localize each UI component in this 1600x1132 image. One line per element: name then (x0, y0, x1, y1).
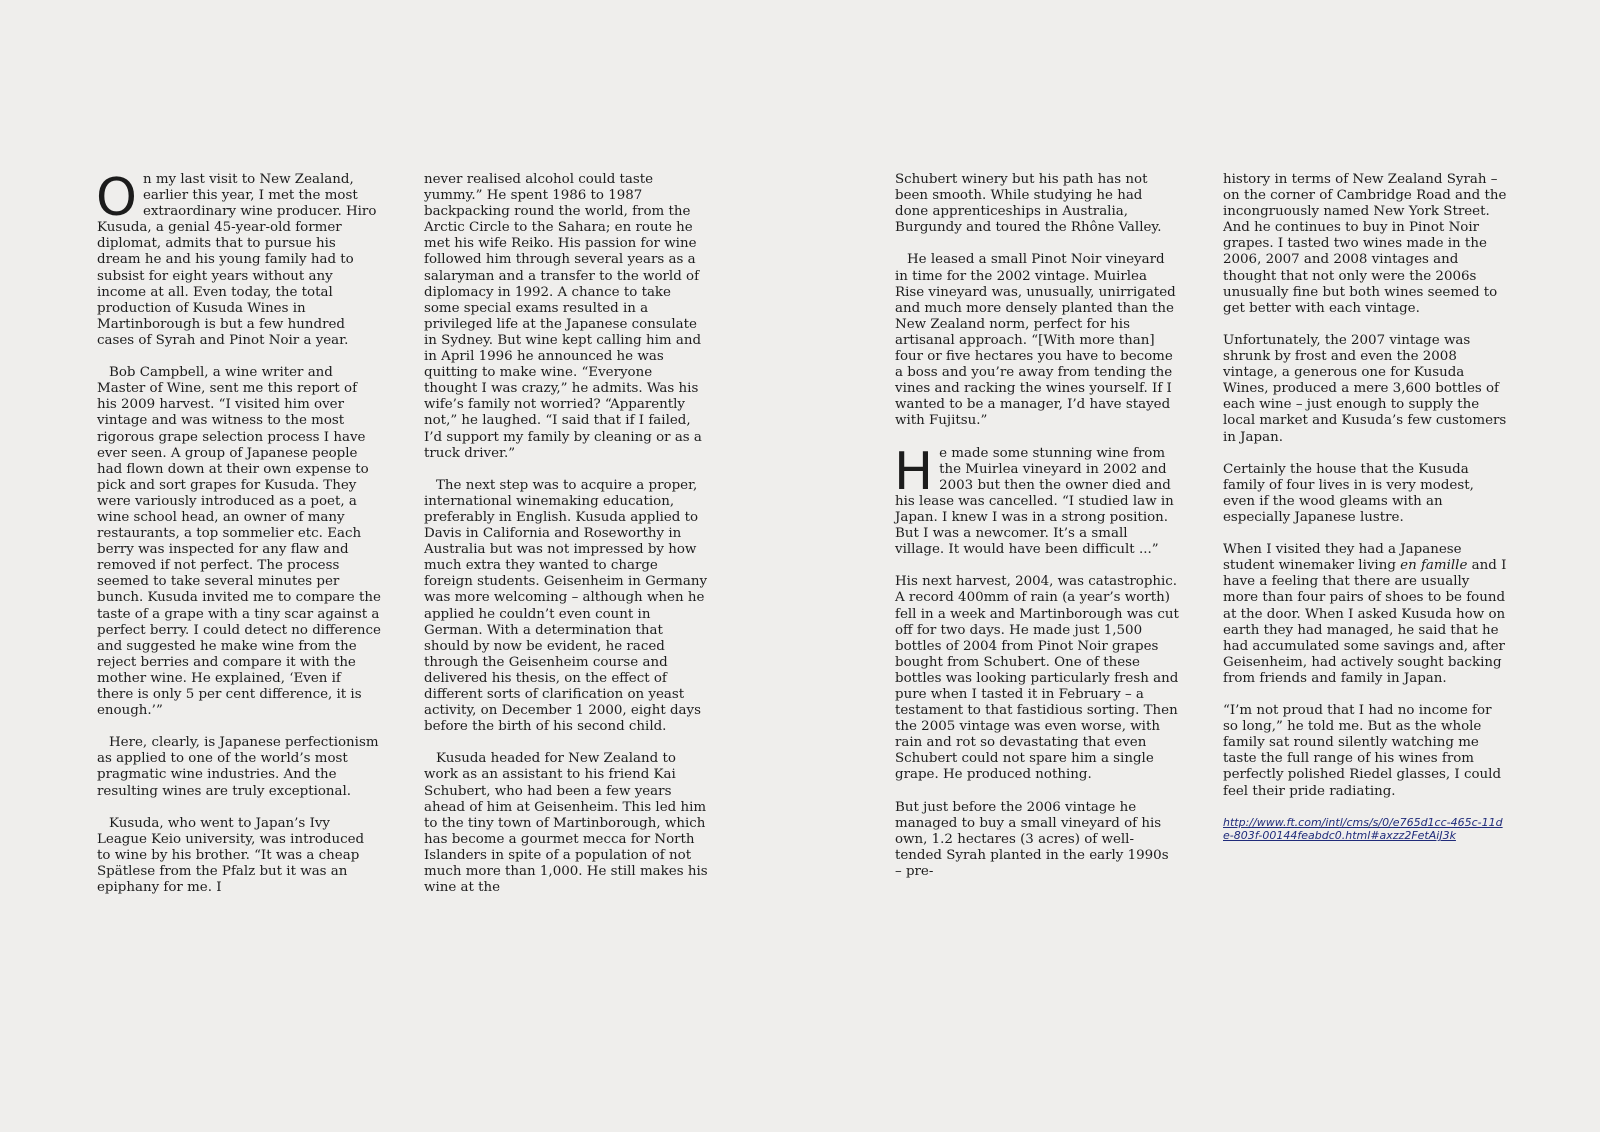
article-column-3 (895, 172, 1179, 896)
source-link[interactable]: http://www.ft.com/intl/cms/s/0/e765d1cc-465c-11de-803f-00144feabdc0.html#axzz2FetAiJ3k (1223, 815, 1503, 843)
paragraph: He leased a small Pinot Noir vineyard in time for the 2002 vintage. Muirlea Rise vineyard was, unusually, unirrigated and much more densely planted than the New Zealand norm, perfect for his artisanal approach. “[With more than] four or five hectares you have to become a boss and you’re away from tending the vines and racking the wines yourself. If I wanted to be a manager, I’d have stayed with Fujitsu.” (895, 252, 1176, 429)
paragraph: But just before the 2006 vintage he managed to buy a small vineyard of his own, 1.2 hectares (3 acres) of well-tended Syrah planted in the early 1990s – pre- (895, 799, 1169, 880)
paragraph: His next harvest, 2004, was catastrophic. A record 400mm of rain (a year’s worth) fell in a week and Martinborough was cut off for two days. He made just 1,500 bottles of 2004 from Pinot Noir grapes bought from Schubert. One of these bottles was looking particularly fresh and pure when I tasted it in February – a testament to that fastidious sorting. Then the 2005 vintage was even worse, with rain and rot so devastating that even Schubert could not spare him a single grape. He produced nothing. (895, 574, 1179, 783)
paragraph (1223, 542, 1507, 687)
paragraph-text: When I visited they had a Japanese student winemaker living (1223, 542, 1462, 574)
paragraph: history in terms of New Zealand Syrah – on the corner of Cambridge Road and the incongruously named New York Street. And he continues to buy in Pinot Noir grapes. I tasted two wines made in the 2006, 2007 and 2008 vintages and thought that not only were the 2006s unusually fine but both wines seemed to get better with each vintage. (1223, 172, 1507, 316)
paragraph: Certainly the house that the Kusuda family of four lives in is very modest, even if the wood gleams with an especially Japanese lustre. (1223, 461, 1474, 525)
paragraph: The next step was to acquire a proper, international winemaking education, preferably in English. Kusuda applied to Davis in California and Roseworthy in Australia but was not impressed by how much extra they wanted to charge foreign students. Geisenheim in Germany was more welcoming – although when he applied he couldn’t even count in German. With a determination that should by now be evident, he raced through the Geisenheim course and delivered his thesis, on the effect of different sorts of clarification on yeast activity, on December 1 2000, eight days before the birth of his second child. (424, 477, 708, 735)
paragraph-text: e made some stunning wine from the Muirlea vineyard in 2002 and 2003 but then the owner died and his lease was cancelled. “I studied law in Japan. I knew I was in a strong position. But I was a newcomer. It’s a small village. It would have been difficult ...” (895, 445, 1174, 558)
paragraph: Kusuda headed for New Zealand to work as an assistant to his friend Kai Schubert, who had been a few years ahead of him at Geisenheim. This led him to the tiny town of Martinborough, which has become a gourmet mecca for North Islanders in spite of a population of not much more than 1,000. He still makes his wine at the (424, 751, 708, 896)
paragraph-text: n my last visit to New Zealand, earlier this year, I met the most extraordinary wine producer. Hiro Kusuda, a genial 45-year-old former diplomat, admits that to pursue his dream he and his young family had to subsist for eight years without any income at all. Even today, the total production of Kusuda Wines in Martinborough is but a few hundred cases of Syrah and Pinot Noir a year. (97, 172, 377, 348)
article-column-2 (424, 172, 708, 912)
article-column-4 (1223, 172, 1507, 843)
paragraph: Here, clearly, is Japanese perfectionism as applied to one of the world’s most pragmatic wine industries. And the resulting wines are truly exceptional. (97, 735, 379, 799)
paragraph: “I’m not proud that I had no income for so long,” he told me. But as the whole family sat round silently watching me taste the full range of his wines from perfectly polished Riedel glasses, I could feel their pride radiating. (1223, 703, 1502, 799)
paragraph: never realised alcohol could taste yummy.” He spent 1986 to 1987 backpacking round the world, from the Arctic Circle to the Sahara; en route he met his wife Reiko. His passion for wine followed him through several years as a salaryman and a transfer to the world of diplomacy in 1992. A chance to take some special exams resulted in a privileged life at the Japanese consulate in Sydney. But wine kept calling him and in April 1996 he announced he was quitting to make wine. “Everyone thought I was crazy,” he admits. Was his wife’s family not worried? “Apparently not,” he laughed. “I said that if I failed, I’d support my family by cleaning or as a truck driver.” (424, 172, 702, 461)
drop-cap: H (894, 441, 934, 502)
paragraph: Schubert winery but his path has not been smooth. While studying he had done apprenticeships in Australia, Burgundy and toured the Rhône Valley. (895, 172, 1162, 236)
paragraph: Bob Campbell, a wine writer and Master of Wine, sent me this report of his 2009 harvest. “I visited him over vintage and was witness to the most rigorous grape selection process I have ever seen. A group of Japanese people had flown down at their own expense to pick and sort grapes for Kusuda. They were variously introduced as a poet, a wine school head, an owner of many restaurants, a top sommelier etc. Each berry was inspected for any flaw and removed if not perfect. The process seemed to take several minutes per bunch. Kusuda invited me to compare the taste of a grape with a tiny scar against a perfect berry. I could detect no difference and suggested he make wine from the reject berries and compare it with the mother wine. He explained, ‘Even if there is only 5 per cent difference, it is enough.’” (97, 365, 381, 719)
paragraph (96, 168, 381, 349)
paragraph (894, 441, 1179, 559)
drop-cap: O (96, 168, 137, 228)
paragraph-text: and I have a feeling that there are usually more than four pairs of shoes to be found at the door. When I asked Kusuda how on earth they had managed, he said that he had accumulated some savings and, after Geisenheim, had actively sought backing from friends and family in Japan. (1223, 558, 1507, 686)
paragraph: Unfortunately, the 2007 vintage was shrunk by frost and even the 2008 vintage, a generous one for Kusuda Wines, produced a mere 3,600 bottles of each wine – just enough to supply the local market and Kusuda’s few customers in Japan. (1223, 332, 1507, 445)
paragraph: Kusuda, who went to Japan’s Ivy League Keio university, was introduced to wine by his brother. “It was a cheap Spätlese from the Pfalz but it was an epiphany for me. I (97, 815, 365, 896)
article-column-1 (96, 168, 381, 912)
italic-phrase: en famille (1400, 558, 1468, 574)
